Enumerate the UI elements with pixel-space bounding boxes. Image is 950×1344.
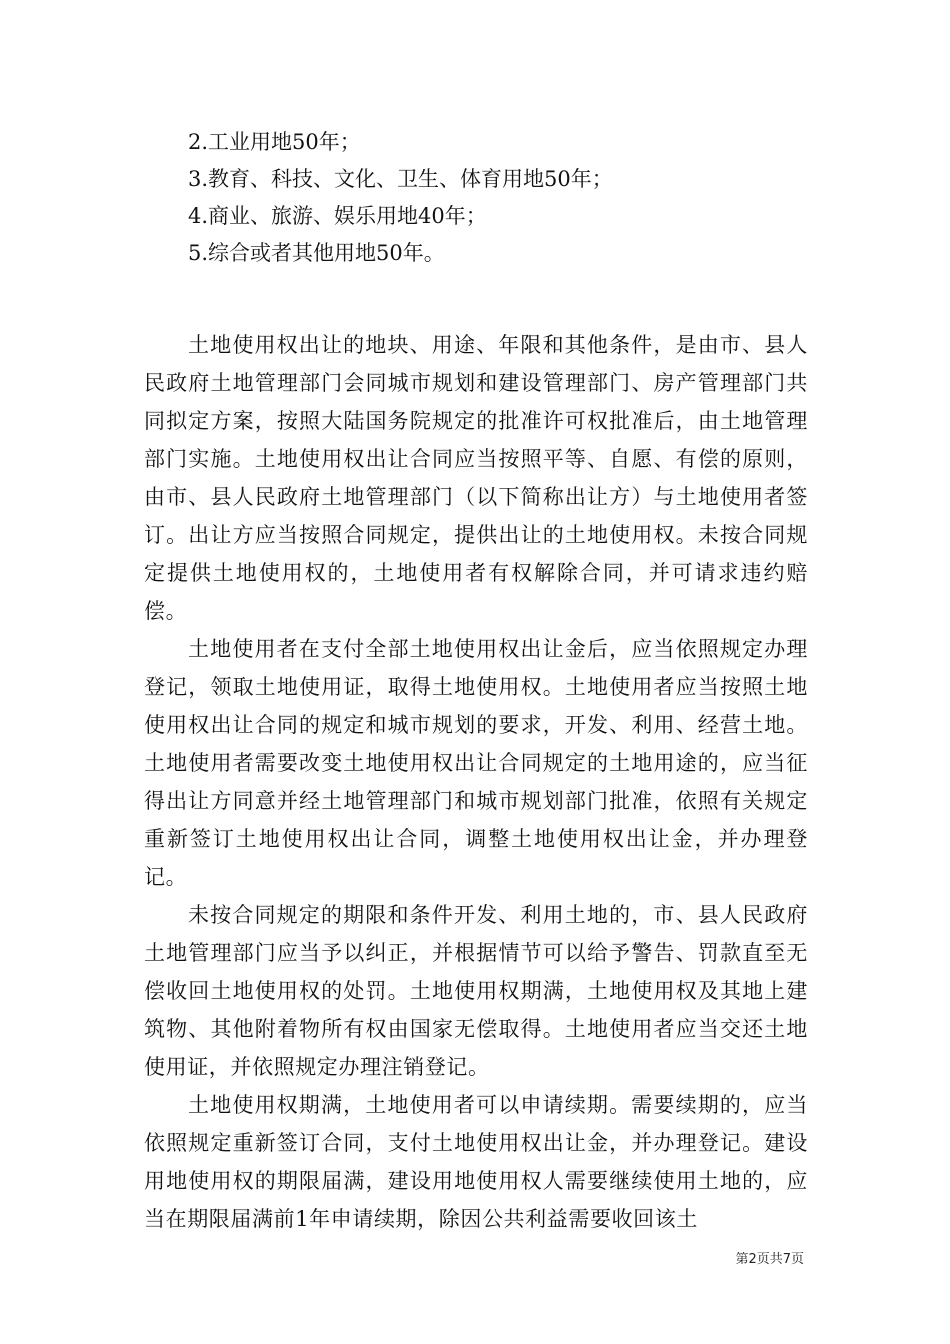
list-item: 4.商业、旅游、娱乐用地40年； [188, 204, 487, 228]
paragraph-penalties: 未按合同规定的期限和条件开发、利用土地的，市、县人民政府土地管理部门应当予以纠正，并根据情节可以给予警告、罚款直至无偿收回土地使用权的处罚。土地使用权期满，土地使用权及其地上建筑物、其他附着物所有权由国家无偿取得。土地使用者应当交还土地使用证，并依照规定办理注销登记。 [144, 903, 808, 1079]
page-number: 第2页共7页 [735, 1252, 804, 1267]
paragraph-transfer-conditions: 土地使用权出让的地块、用途、年限和其他条件，是由市、县人民政府土地管理部门会同城市规划和建设管理部门、房产管理部门共同拟定方案，按照大陆国务院规定的批准许可权批准后，由土地管理部门实施。土地使用权出让合同应当按照平等、自愿、有偿的原则，由市、县人民政府土地管理部门（以下简称出让方）与土地使用者签订。出让方应当按照合同规定，提供出让的土地使用权。未按合同规定提供土地使用权的，土地使用者有权解除合同，并可请求违约赔偿。 [144, 333, 808, 623]
list-item: 5.综合或者其他用地50年。 [188, 241, 445, 265]
body-text [144, 326, 808, 1238]
land-use-term-list [188, 124, 613, 272]
paragraph-renewal: 土地使用权期满，土地使用者可以申请续期。需要续期的，应当依照规定重新签订合同，支付土地使用权出让金，并办理登记。建设用地使用权的期限届满，建设用地使用权人需要继续使用土地的，应当在期限届满前1年申请续期，除因公共利益需要收回该土 [144, 1093, 808, 1231]
list-item: 2.工业用地50年； [188, 130, 361, 154]
paragraph-registration: 土地使用者在支付全部土地使用权出让金后，应当依照规定办理登记，领取土地使用证，取得土地使用权。土地使用者应当按照土地使用权出让合同的规定和城市规划的要求，开发、利用、经营土地。土地使用者需要改变土地使用权出让合同规定的土地用途的，应当征得出让方同意并经土地管理部门和城市规划部门批准，依照有关规定重新签订土地使用权出让合同，调整土地使用权出让金，并办理登记。 [144, 637, 808, 889]
list-item: 3.教育、科技、文化、卫生、体育用地50年； [188, 167, 613, 191]
